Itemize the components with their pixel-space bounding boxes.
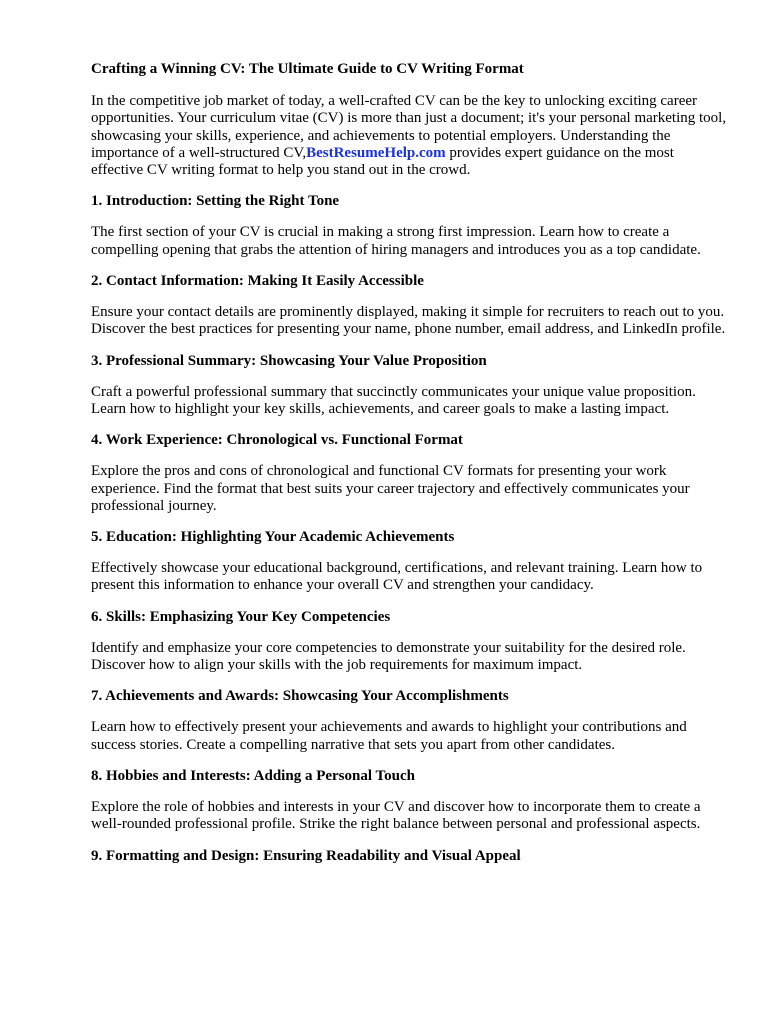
section-body-contact-information: Ensure your contact details are prominently displayed, making it simple for recruiters to reach out to you. Discover the best practices for presenting your name, phone number, email address, and LinkedIn profile. — [91, 304, 726, 338]
section-heading-introduction: 1. Introduction: Setting the Right Tone — [91, 193, 340, 210]
section-body-introduction: The first section of your CV is crucial in making a strong first impression. Learn how to create a compelling opening that grabs the attention of hiring managers and introduces you as a top candidate. — [91, 224, 701, 258]
document-title: Crafting a Winning CV: The Ultimate Guide to CV Writing Format — [91, 61, 524, 77]
section-body-work-experience: Explore the pros and cons of chronological and functional CV formats for presenting your work experience. Find the format that best suits your career trajectory and effectively communicates your professional journey. — [91, 463, 690, 514]
section-body-achievements-awards: Learn how to effectively present your achievements and awards to highlight your contributions and success stories. Create a compelling narrative that sets you apart from other candidates. — [91, 719, 687, 753]
section-body-education: Effectively showcase your educational background, certifications, and relevant training. Learn how to present this information to enhance your overall CV and strengthen your candidacy. — [91, 560, 703, 594]
section-heading-hobbies-interests: 8. Hobbies and Interests: Adding a Personal Touch — [91, 767, 415, 784]
section-heading-education: 5. Education: Highlighting Your Academic Achievements — [91, 529, 455, 546]
section-heading-work-experience: 4. Work Experience: Chronological vs. Functional Format — [91, 432, 463, 449]
section-heading-formatting-design: 9. Formatting and Design: Ensuring Readability and Visual Appeal — [91, 847, 521, 864]
section-heading-contact-information: 2. Contact Information: Making It Easily Accessible — [91, 273, 424, 290]
section-heading-skills: 6. Skills: Emphasizing Your Key Competencies — [91, 608, 391, 625]
section-body-hobbies-interests: Explore the role of hobbies and interests in your CV and discover how to incorporate them to create a well-rounded professional profile. Strike the right balance between personal and professional aspects. — [91, 798, 701, 833]
intro-text-after-link: provides expert guidance on the most effective CV writing format to help you stand out in the crowd. — [91, 144, 674, 179]
section-heading-achievements-awards: 7. Achievements and Awards: Showcasing Your Accomplishments — [91, 688, 509, 705]
best-resume-help-link[interactable]: BestResumeHelp.com — [306, 144, 446, 161]
intro-text-before-link: In the competitive job market of today, a well-crafted CV can be the key to unlocking exciting career opportunities. Your curriculum vitae (CV) is more than just a document; it's your personal marketing tool, showcasing your skills, experience, and achievements to potential employers. Understanding the importance of a well-structured CV, — [91, 93, 727, 161]
section-body-professional-summary: Craft a powerful professional summary that succinctly communicates your unique value proposition. Learn how to highlight your key skills, achievements, and career goals to make a lasting impact. — [91, 383, 696, 417]
section-body-skills: Identify and emphasize your core competencies to demonstrate your suitability for the desired role. Discover how to align your skills with the job requirements for maximum impact. — [91, 639, 686, 674]
intro-paragraph — [91, 93, 728, 179]
section-heading-professional-summary: 3. Professional Summary: Showcasing Your Value Proposition — [91, 352, 487, 369]
